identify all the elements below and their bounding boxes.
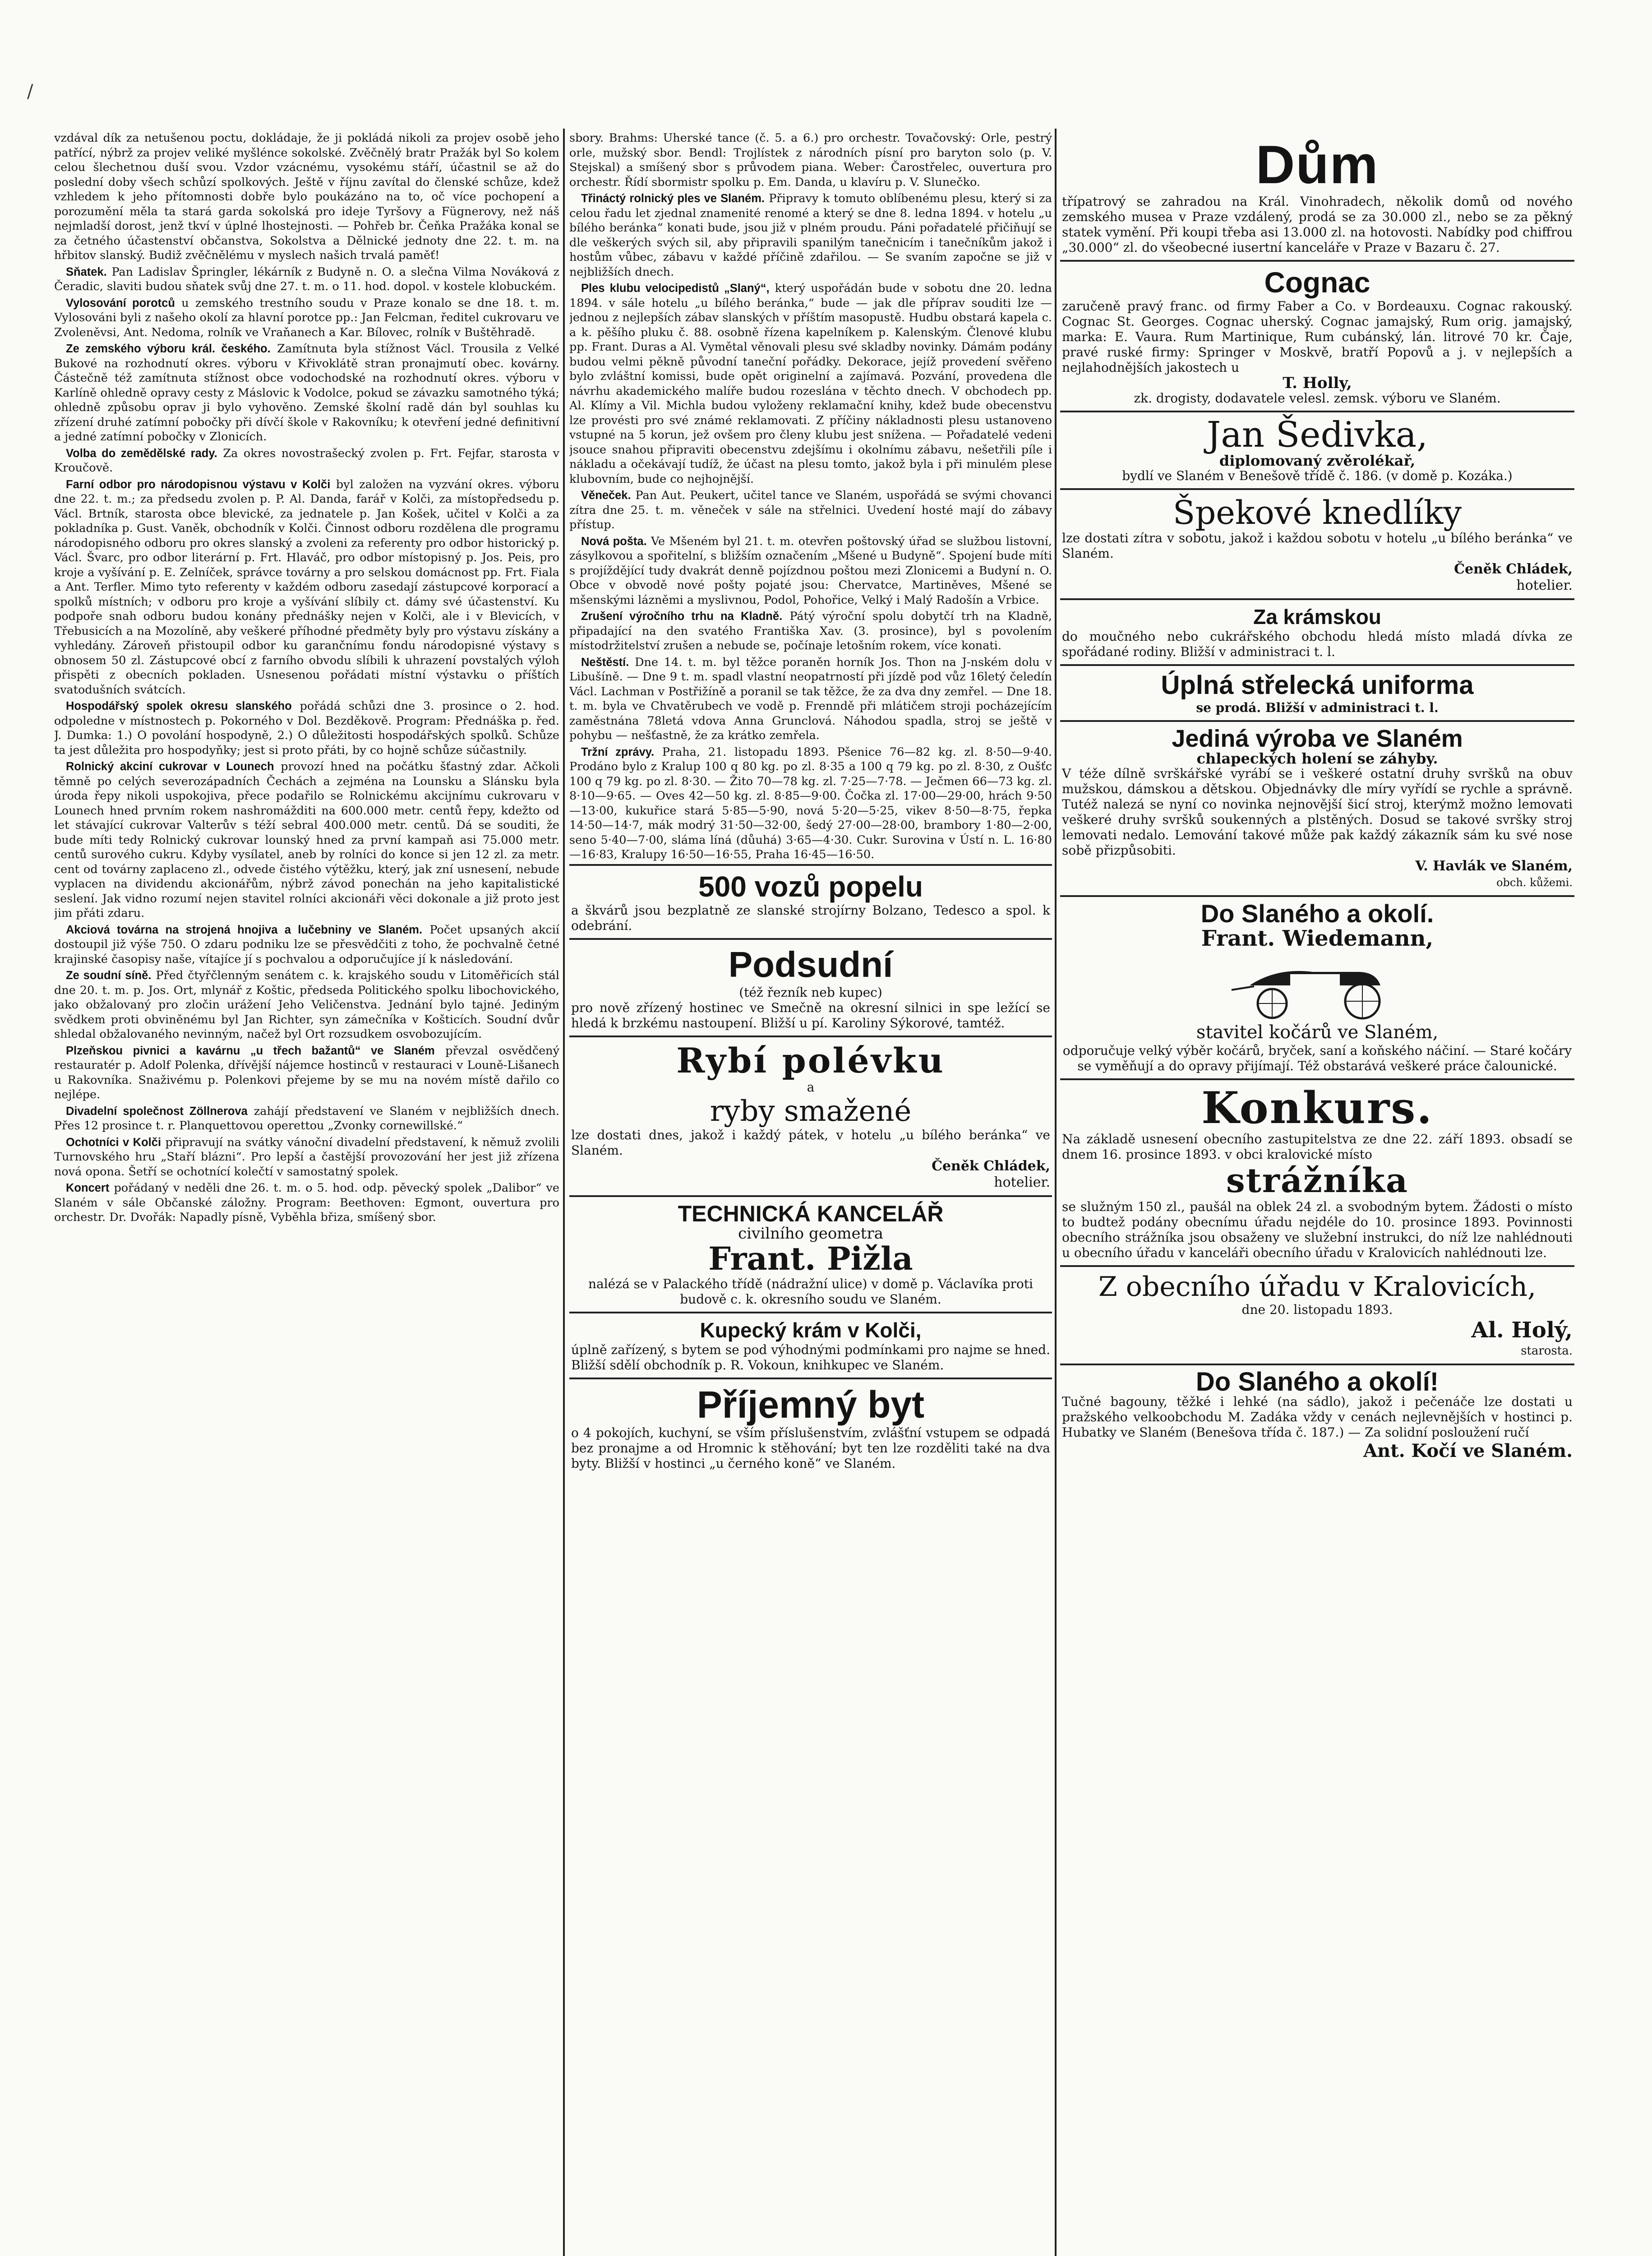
news-article <box>54 759 559 921</box>
ad-konkurs-text: Na základě usnesení obecního zastupitelstva ze dne 22. září 1893. obsadí se dnem 16. prosince 1893. v obci kralovické místo <box>1062 1132 1573 1162</box>
ad-cognac <box>1060 260 1574 411</box>
column-1-news <box>54 131 559 2256</box>
news-article <box>54 699 559 758</box>
ad-knedliky <box>1060 488 1574 598</box>
ad-kram-text: úplně zařízený, s bytem se pod výhodnými podmínkami pro najme se hned. Bližší sdělí obchodník p. R. Vokoun, knihkupec ve Slaném. <box>571 1342 1051 1373</box>
ad-podsudni-title: Podsudní <box>728 944 893 985</box>
ad-rybi-title: Rybí polévku <box>676 1040 945 1081</box>
news-article <box>569 534 1052 608</box>
ad-rybi-title2: ryby smažené <box>710 1094 912 1128</box>
ad-podsudni-text: pro nově zřízený hostinec ve Smečně na okresní silnici in spe ležící se hledá k brzkému nastoupení. Bližší u pí. Karoliny Sýkorové, tamtéž. <box>571 1000 1050 1031</box>
ad-urad-sig: Al. Holý, <box>1471 1318 1573 1343</box>
ad-popel-text: a škvárů jsou bezplatně ze slanské strojírny Bolzano, Tedesco a spol. k odebrání. <box>571 902 1050 933</box>
news-article-head: Ze zemského výboru král. českého. <box>66 342 271 355</box>
ad-urad-sig2: starosta. <box>1521 1344 1573 1358</box>
news-article <box>54 1181 559 1225</box>
ad-rybi-sig2: hotelier. <box>994 1174 1050 1190</box>
ad-cognac-text: zaručeně pravý franc. od firmy Faber a Co. v Bordeauxu. Cognac rakouský. Cognac St. Georges. Cognac uherský. Cognac jamajský, Rum orig. jamajský, marka: E. Vaura. Rum Martinique, Rum cubánský, lán. litrové 70 kr. Čaje, pravé ruské firmy: Springer v Moskvě, bratří Popovů a j. v nejlepších a nejlahodnějších jakostech u <box>1062 299 1573 375</box>
ad-konkurs <box>1060 1078 1574 1265</box>
ad-knedliky-text: lze dostati zítra v sobotu, jakož i každou sobotu v hotelu „u bílého beránka“ ve Slaném. <box>1062 531 1573 561</box>
ad-straznik-text: se služným 150 zl., paušál na oblek 24 zl. a svobodným bytem. Žádosti o místo to budtež podány obecnímu úřadu nejdéle do 10. prosince 1893. Povinnosti obecního strážníka jsou obsaženy ve služební instrukci, do níž lze nahlédnouti u obecního úřadu v kanceláři obecního úřadu v Kralovicích nahlédnouti lze. <box>1062 1199 1573 1260</box>
ad-vyroba <box>1060 720 1574 895</box>
news-article <box>54 446 559 476</box>
ad-kancelar-name: Frant. Pižla <box>708 1239 913 1277</box>
ad-uniforma <box>1060 664 1574 720</box>
news-article-head: Ochotníci v Kolči <box>66 1136 162 1149</box>
column-2 <box>569 131 1052 2256</box>
news-article <box>569 131 1052 190</box>
news-article-text: Pan Aut. Peukert, učitel tance ve Slaném, uspořádá se svými chovanci zítra dne 25. t. m. věneček v sále na střelnici. Uvedení hosté mají do zábavy přístup. <box>569 489 1052 532</box>
ad-kancelar <box>569 1195 1052 1312</box>
ad-wiedemann-text: odporučuje velký výběr kočárů, bryček, saní a koňského náčiní. — Staré kočáry se vyměňují a do opravy přijímají. Též obstarává veškeré práce čalounické. <box>1062 1043 1572 1073</box>
column-2-news <box>569 131 1052 862</box>
ad-uniforma-title: Úplná střelecká uniforma <box>1161 670 1474 700</box>
ad-vyroba-sig2: obch. kůžemi. <box>1496 876 1573 889</box>
news-article <box>569 745 1052 862</box>
ad-popel-title: 500 vozů popelu <box>698 870 923 903</box>
ad-wiedemann <box>1060 895 1574 1078</box>
column-rule-2 <box>1055 129 1057 2256</box>
ad-koci-sig: Ant. Kočí ve Slaném. <box>1363 1440 1573 1461</box>
ad-sedivka-sub: diplomovaný zvěrolékař, <box>1219 452 1416 469</box>
news-article-head: Plzeňskou pivnici a kavárnu „u třech bažantů“ ve Slaném <box>66 1044 435 1057</box>
news-article <box>569 609 1052 653</box>
ad-dum-text: třípatrový se zahradou na Král. Vinohradech, několik domů od nového zemského musea v Praze vzdálený, prodá se za 30.000 zl., nebo se za pěkný statek vymění. Při koupi třeba asi 13.000 zl. na hotovosti. Nabídky pod chiffrou „30.000“ zl. do všeobecné iusertní kanceláře v Praze v Bazaru č. 27. <box>1062 194 1573 255</box>
news-article-head: Neštěstí. <box>581 656 629 669</box>
news-article-text: Pátý výroční spolu dobytčí trh na Kladně, připadající na den svatého Františka Xav. (3. prosince), byl s povolením místodržitelství zrušen a nebude se, počínaje letošním rokem, více konati. <box>569 610 1052 652</box>
news-article-text: vzdával dík za netušenou poctu, dokládaje, že ji pokládá nikoli za projev osobě jeho patřící, nýbrž za projev veliké myšlénce sokolské. Zvěčnělý bratr Pražák byl So kolem celou šlechetnou duší svou. Vzdor vzácnému, vysokému stáří, účastnil se až do poslední doby všech schůzí spolkových. Ještě v říjnu zavítal do členské schůze, kdež vzhledem k jeho přítomnosti dobře bylo poukázáno na to, oč více pochopení a porozumění měla ta stará garda sokolská pro ideje Tyršovy a Fügnerovy, než náš nejmladší dorost, jenž tkví v úplné lhostejnosti. — Pohřeb br. Čeňka Pražáka konal se za četného účastenství občanstva, Sokolstva a Dělnické jednoty dne 22. t. m. na hřbitov slanský. Budiž zvěčnělému v myslech našich trvalá paměť! <box>54 131 559 262</box>
ad-wiedemann-title: Do Slaného a okolí. <box>1200 899 1434 928</box>
ad-knedliky-sig: Čeněk Chládek, <box>1454 561 1573 577</box>
ad-sedivka-text: bydlí ve Slaném v Benešově třídě č. 186. (v domě p. Kozáka.) <box>1122 468 1513 483</box>
ad-byt <box>569 1378 1052 1476</box>
news-article-head: Tržní zprávy. <box>581 745 655 758</box>
news-article-head: Ples klubu velocipedistů „Slaný“, <box>581 282 770 295</box>
ad-uniforma-sub: se prodá. Bližší v administraci t. l. <box>1196 700 1439 715</box>
ad-koci-text: Tučné bagouny, těžké i lehké (na sádlo), jakož i pečenáče lze dostati u pražského velkoobchodu M. Zadáka vždy v cenách nejlevnějších v hostinci p. Hubatky ve Slaném (Benešova třída č. 187.) — Za solidní posloužení ručí <box>1062 1394 1573 1440</box>
news-article-head: Divadelní společnost Zöllnerova <box>66 1105 248 1118</box>
news-article-head: Ze soudní síně. <box>66 969 152 982</box>
news-article-text: převzal osvědčený restauratér p. Adolf Polenka, dřívější nájemce hostinců v restauraci v Louně-Lišanech u Rakovníka. Snaživému p. Polenkovi přejeme by se mu na novém místě dařilo co nejlépe. <box>54 1044 559 1101</box>
news-article-text: pořádaný v neděli dne 26. t. m. o 5. hod. odp. pěvecký spolek „Dalibor“ ve Slaném v sále Občanské záložny. Program: Beethoven: Egmont, ouvertura pro orchestr. Dr. Dvořák: Napadly písně, Vyběhla břiza, smíšený sbor. <box>54 1181 559 1224</box>
news-article-text: připravují na svátky vánoční divadelní představení, k němuž zvolili Turnovského hru „Staří blázni“. Pro lepší a častější provozování her jest již zřízena nová opona. Šetří se ochotnící kolečtí v samostatný spolek. <box>54 1135 559 1179</box>
ad-sedivka-title: Jan Šedivka, <box>1207 415 1428 455</box>
news-article <box>54 342 559 444</box>
ad-rybi-text: lze dostati dnes, jakož i každý pátek, v hotelu „u bílého beránka“ ve Slaném. <box>571 1127 1050 1158</box>
ad-konkurs-title: Konkurs. <box>1201 1082 1433 1133</box>
news-article-text: provozí hned na počátku šťastný zdar. Ačkoli těmně po celých severozápadních Čechách a zejména na Lounsku a Slánsku byla úroda řepy nikoli uspokojiva, přece podařilo se Rolnickému akcijnímu cukrovaru v Lounech hned prvním rokem nashromážditi na 600.000 metr. centů řepy, kdežto od let stávající cukrovar Valterův s téží sebral 400.000 metr. centů. Dá se souditi, že bude míti tedy Rolnický cukrovar lounský hned za první kampaň asi 75.000 metr. centů surového cukru. Kdyby vysílatel, aneb by rolníci do konce si jen 12 zl. za metr. cent od továrny zaplaceno zl., odvede čistého výtěžku, který, jak zní usnesení, nebude vyplacen na dividendu akcionářům, nýbrž závod ponechán na jeho kapitalistické seslení. Jak vidno rozumí nejen stavitel rolníci akcionáři věci dokonale a již proto jest jim přáti zdaru. <box>54 760 559 920</box>
news-article-head: Hospodářský spolek okresu slanského <box>66 700 292 712</box>
corner-mark: / <box>27 81 33 102</box>
ad-rybi-sub: a <box>807 1079 815 1095</box>
carriage-illustration <box>1223 954 1412 1022</box>
news-article-text: pořádá schůzi dne 3. prosince o 2. hod. odpoledne v místnostech p. Pokorného v Dol. Bezděkově. Program: Přednáška p. řed. J. Dumka: 1.) O povolání hospodyně, 2.) O důležitosti hospodářských spolků. Schůze ta jest důležita pro hospodyňky; jest si proto přáti, by co hojně schůze súčastnily. <box>54 699 559 757</box>
news-article-head: Koncert <box>66 1182 110 1194</box>
news-article-head: Nová pošta. <box>581 535 647 548</box>
news-article-head: Rolnický akciní cukrovar v Lounech <box>66 760 274 773</box>
news-article-text: Za okres novostrašecký zvolen p. Frt. Fejfar, starosta v Kroučově. <box>54 446 559 475</box>
column-rule-1 <box>563 129 565 2256</box>
news-article-head: Sňatek. <box>66 265 107 278</box>
news-article-text: zahájí představení ve Slaném v nejbližších dnech. Přes 12 prosince t. r. Planquettovou operettou „Zvonky cornewillské.“ <box>54 1104 559 1133</box>
news-article <box>54 477 559 698</box>
ad-urad-date: dne 20. listopadu 1893. <box>1241 1302 1393 1317</box>
ad-vyroba-sub: chlapeckých holení se záhyby. <box>1196 750 1438 767</box>
news-article-text: který uspořádán bude v sobotu dne 20. ledna 1894. v sále hotelu „u bílého beránka,“ bude — jak dle příprav souditi lze — jednou z nejlepších zábav slanských v příštím masopustě. Hudbu obstará kapela c. a k. pěšího pluku č. 88. osobně řízena kapelníkem p. Kalenským. Členové klubu pp. Frant. Duras a Al. Vymětal věnovali plesu své skladby novinky. Dámám podány budou velmi pěkně původní taneční pořádky. Dekorace, jejíž provedení svěřeno bylo zvláštní komissi, bude opět originelní a zajímavá. Pozvání, provedena dle návrhu akademického malíře budou rozeslána v těchto dnech. V obchodech pp. Al. Klímy a Vil. Michla budou vyloženy reklamační knihy, kdež bude obecenstvu lze provésti pro své známé reklamovati. Z příčiny nákladnosti plesu ustanoveno vstupné na 5 korun, jež ovšem pro členy klubu jest snížena. — Pořadatelé vedeni jsouce snahou připraviti obecenstvu zdejšímu i okolnímu zábavu, nešetřili píle i nákladu a očekávají tudíž, že účast na plesu tomto, jakož byla i při minulém plese klubovním, bude co nejhojnější. <box>569 282 1052 486</box>
news-article-head: Věneček. <box>581 489 631 502</box>
ad-vyroba-text: V téže dílně svrškářské vyrábí se i veškeré ostatní druhy svršků na obuv mužskou, dámskou a dětskou. Objednávky dle míry vyřídí se rychle a správně. Tutéž nalezá se nyní co novinka nejnovější šicí stroj, kterýmž možno lemovati veškeré druhy svršků soukenných a plstěných. Dosud se takové svršky stroj lemovati nedalo. Lemování takové může pak každý zákazník sám ku své nose sobě přizpůsobiti. <box>1062 766 1573 858</box>
ad-rybi-sig: Čeněk Chládek, <box>932 1158 1050 1174</box>
news-article-head: Akciová továrna na strojená hnojiva a lučebniny ve Slaném. <box>66 923 423 936</box>
news-article-text: sbory. Brahms: Uherské tance (č. 5. a 6.) pro orchestr. Tovačovský: Orle, pestrý orle, mužský sbor. Bendl: Trojlístek z národních písní pro baryton solo (p. V. Stejskal) a smíšený sbor s průvodem piana. Weber: Čarostřelec, ouvertura pro orchestr. Řídí sbormistr spolku p. Em. Danda, u klavíru p. V. Slunečko. <box>569 131 1052 189</box>
news-article <box>569 488 1052 532</box>
news-article <box>54 1044 559 1102</box>
news-article <box>569 655 1052 743</box>
ad-kram-title: Kupecký krám v Kolči, <box>700 1318 922 1342</box>
news-article <box>569 191 1052 279</box>
news-article <box>54 923 559 967</box>
ad-koci-title: Do Slaného a okolí! <box>1195 1367 1439 1396</box>
news-article-head: Farní odbor pro národopisnou výstavu v Kolči <box>66 478 331 491</box>
news-article-head: Vylosování porotců <box>66 296 175 310</box>
news-article-text: u zemského trestního soudu v Praze konalo se dne 18. t. m. Vylosováni byli z našeho okolí za hlavní porotce pp.: Jan Felcman, ředitel cukrovaru ve Zvoleněvsi, Ant. Nedoma, rolník ve Vraňanech a Kar. Bílovec, rolník v Buštěhradě. <box>54 296 559 339</box>
news-article-text: Zamítnuta byla stížnost Václ. Trousila z Velké Bukové na rozhodnutí okres. výboru v Křivoklátě stran pronajmutí obec. kovárny. Částečně též zamítnuta stížnost obce vodochodské na rozhodnutí okres. výboru v Karlíně ohledně opravy cesty z Máslovic k Vodolce, pokud se závazku samotného týká; ohledně způsobu oprav ji bylo vyhověno. Zemské školní radě dán byl souhlas ku zřízení druhé zatímní pobočky při dívčí škole v Rakovníku; k otevření jedné definitivní a jedné zatímní pobočky v Zlonicích. <box>54 342 559 444</box>
ad-vyroba-title: Jediná výroba ve Slaném <box>1172 725 1463 752</box>
news-article-head: Třináctý rolnický ples ve Slaném. <box>581 192 765 205</box>
ad-byt-text: o 4 pokojích, kuchyní, se vším příslušenstvím, zvlášťní vstupem se odpadá bez pronajme a od Hromnic k stěhování; byt ten lze rozděliti také na dva byty. Bližší v hostinci „u černého koně“ ve Slaném. <box>571 1425 1050 1471</box>
news-article <box>54 1135 559 1179</box>
ad-urad <box>1060 1265 1574 1364</box>
news-article <box>54 296 559 340</box>
news-article-text: byl založen na vyzvání okres. výboru dne 22. t. m.; za předsedu zvolen p. P. Al. Danda, farář v Kolči, za místopředsedu p. Václ. Brtník, starosta obce blevické, za jednatele p. Jan Košek, učitel v Kolči a za pokladníka p. Gust. Vaněk, obchodník v Kolči. Činnost odboru rozdělena dle programu národopisného odboru pro okres slanský a zvoleni za referenty pro odbor historický p. Václ. Švarc, pro odbor literární p. Frt. Hlaváč, pro odbor místopisný p. Jos. Peis, pro kroje a vyšívání p. E. Zelníček, správce továrny a pro selskou domácnost pp. Frt. Fiala a Ant. Terfler. Mimo tyto referenty v každém odboru zasedají zástupcové korporací a spolků místních; v odboru pro kroje a vyšívání slíbily ct. dámy své účastenství. Ku podpoře snah odboru budou konány přednášky nejen v Kolči, ale i v Blevicích, v Třebusicích a na Mozolíně, aby veškeré příhodné předměty byly pro výstavu získány a vyhledány. Zároveň přistoupil odbor ku garančnímu fondu národopisné výstavy s obnosem 50 zl. Zástupcové obcí z farního obvodu slíbili k uhrazení povstalých výloh přispěti z obecních pokladen. Usnesenou pořádati místní výstavku o příštích svatodušních svátcích. <box>54 477 559 697</box>
ad-kancelar-sub: civilního geometra <box>738 1224 883 1243</box>
ad-cognac-text2: zk. drogisty, dodavatele velesl. zemsk. výboru ve Slaném. <box>1134 391 1501 406</box>
ad-vyroba-sig: V. Havlák ve Slaném, <box>1415 858 1573 874</box>
ad-kancelar-title: TECHNICKÁ KANCELÁŘ <box>678 1201 944 1226</box>
ad-byt-title: Příjemný byt <box>697 1383 925 1426</box>
ad-kramsko-title: Za krámskou <box>1253 605 1381 629</box>
news-article-head: Volba do zemědělské rady. <box>66 447 217 460</box>
news-article <box>569 281 1052 486</box>
news-article-text: Před čtyřčlenným senátem c. k. krajského soudu v Litoměřicích stál dne 20. t. m. p. Jos. Ort, mlynář z Koštic, předseda Politického spolku libochovického, jako obžalovaný pro zločin urážení Jeho Veličenstva. Jednání bylo tajné. Jediným svědkem proti obviněnému byl Jan Richter, syn zámečníka v Košticích. Soudní dvůr shledal obžalovaného nevinným, načež byl Ort rozsudkem osvobozujícím. <box>54 969 559 1041</box>
ad-knedliky-title: Špekové knedlíky <box>1172 494 1462 532</box>
ad-wiedemann-role: stavitel kočárů ve Slaném, <box>1196 1022 1439 1043</box>
news-article-text: Pan Ladislav Špringler, lékárník z Budyně n. O. a slečna Vilma Nováková z Čeradic, slaviti budou sňatek svůj dne 27. t. m. o 11. hod. dopol. v kostele klobuckém. <box>54 265 559 293</box>
ad-knedliky-sig2: hotelier. <box>1516 578 1573 593</box>
column-3-ads <box>1060 131 1574 2256</box>
ad-straznik-title: strážníka <box>1226 1161 1408 1200</box>
ad-urad-title: Z obecního úřadu v Kralovicích, <box>1098 1271 1537 1303</box>
news-article-text: Připravy k tomuto oblíbenému plesu, který si za celou řadu let zjednal znamenité renomé a který se dne 8. ledna 1894. v hotelu „u bílého beránka“ konati bude, jsou již v plném proudu. Páni pořadatelé přičiňují se dle veškerých svých sil, aby připravili spanilým tanečnicím i tanečníkům jakož i hostům vůbec, zábavu v každé příčině zdařilou. — Se svaním započne se již v nejbližších dnech. <box>569 192 1052 279</box>
ad-popel <box>569 864 1052 938</box>
ad-podsudni-sub: (též řezník neb kupec) <box>739 985 882 1000</box>
news-article-text: Dne 14. t. m. byl těžce poraněn horník Jos. Thon na J-nském dolu v Libušíně. — Dne 9 t. m. spadl vlastní neopatrností při jízdě pod vůz 16letý čeledín Václ. Lachman v Postřižíně a poranil se tak těžce, že za dva dny zemřel. — Dne 18. t. m. byla ve Chvatěrubech ve vodě p. Frenndě při mlátičem stroji pocházejícím zaměstnána 78letá vdova Anna Grunclová. Náhodou spadla, stroj se ještě v pohybu — nešťastně, že za krátko zemřela. <box>569 655 1052 742</box>
ad-kramsko-text: do moučného nebo cukrářského obchodu hledá místo mladá dívka ze spořádané rodiny. Bližší v administraci t. l. <box>1062 629 1573 659</box>
ad-cognac-title: Cognac <box>1264 266 1371 299</box>
ad-dum-title: Dům <box>1255 134 1379 195</box>
ad-dum <box>1060 131 1574 260</box>
news-article <box>54 968 559 1042</box>
ad-koci <box>1060 1364 1574 1466</box>
ad-wiedemann-name: Frant. Wiedemann, <box>1201 926 1434 951</box>
ad-rybi <box>569 1036 1052 1195</box>
news-article <box>54 265 559 294</box>
news-article <box>54 131 559 263</box>
news-article-head: Zrušení výročního trhu na Kladně. <box>581 610 783 623</box>
ad-sedivka <box>1060 411 1574 488</box>
ad-cognac-sig: T. Holly, <box>1283 374 1352 392</box>
news-article-text: Praha, 21. listopadu 1893. Pšenice 76—82 kg. zl. 8·50—9·40. Prodáno bylo z Kralup 100 q 80 kg. po zl. 8·35 a 100 q 79 kg. po zl. 8·30, z Oušťc 100 q 79 kg. po zl. 8·30. — Žito 70—78 kg. zl. 7·25—7·78. — Ječmen 66—73 kg. zl. 8·10—9·65. — Oves 42—50 kg. zl. 8·85—9·00. Čočka zl. 17·00—29·00, hrách 9·50—13·00, kukuřice stará 5·85—5·90, nová 5·20—5·25, vikev 8·50—8·75, řepka 14·50—14·7, mák modrý 31·50—32·00, šedý 27·00—28·00, brambory 1·80—2·00, seno 5·40—7·00, sláma líná (důuhá) 3·65—4·30. Cukr. Surovina v Ústí n. L. 16·80—16·83, Kralupy 16·50—16·55, Praha 16·45—16·50. <box>569 745 1052 861</box>
ad-podsudni <box>569 938 1052 1036</box>
ad-kram <box>569 1312 1052 1378</box>
news-article <box>54 1104 559 1133</box>
ad-kramsko <box>1060 598 1574 664</box>
ad-kancelar-text: nalézá se v Palackého třídě (nádražní ulice) v domě p. Václavíka proti budově c. k. okresního soudu ve Slaném. <box>588 1276 1033 1307</box>
news-article-text: Počet upsaných akcií dostoupil již výše 750. O zdaru podniku lze se přesvědčiti z toho, že pochvalně četné krajinské časopisy naše, vítajíce jí s pochvalou a odporučujíce jí k následování. <box>54 923 559 966</box>
news-article-text: Ve Mšeném byl 21. t. m. otevřen poštovský úřad se službou listovní, zásylkovou a spořitelní, s bližším označením „Mšené u Budyně“. Spojení bude míti s projíždějící tudy dvakrát denně pojízdnou poštou mezi Zlonicemi a Budyní n. O. Obce v obvodě nové pošty pojaté jsou: Chervatce, Martiněves, Mšené se mšenskými lázněmi a myslivnou, Podol, Pohořice, Velký i Malý Radošín a Vrbice. <box>569 534 1052 607</box>
